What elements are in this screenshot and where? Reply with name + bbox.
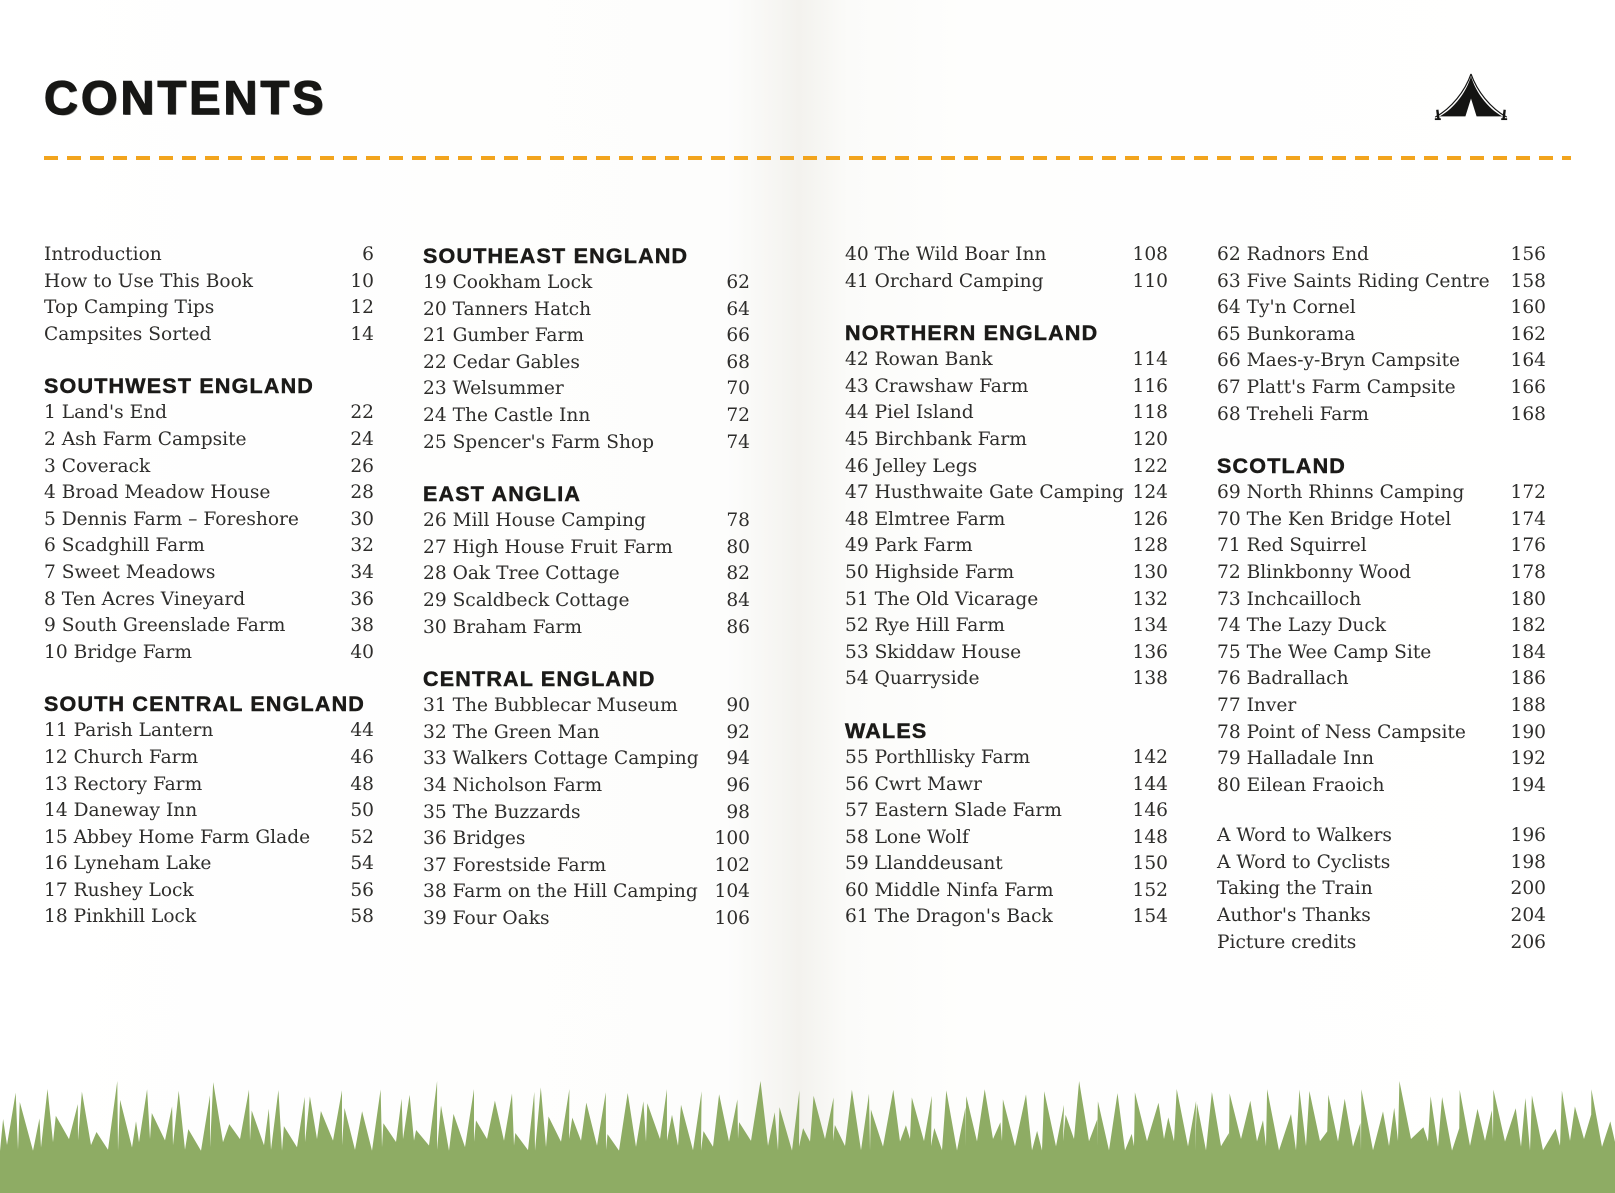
toc-entry	[44, 851, 374, 878]
entry-page: 122	[1132, 455, 1168, 477]
toc-entry	[1217, 560, 1546, 587]
entry-page: 158	[1510, 270, 1546, 292]
entry-label: 20 Tanners Hatch	[423, 298, 592, 320]
toc-section	[1217, 242, 1546, 428]
toc-entry	[423, 376, 750, 403]
toc-entry	[44, 242, 374, 269]
section-heading: CENTRAL ENGLAND	[423, 667, 656, 692]
toc-entry	[845, 374, 1168, 401]
toc-column-2	[423, 242, 750, 932]
toc-entry	[423, 773, 750, 800]
entry-label: Author's Thanks	[1217, 905, 1371, 927]
entry-label: 55 Porthllisky Farm	[845, 746, 1031, 768]
entry-page: 100	[714, 828, 750, 850]
entry-page: 148	[1132, 826, 1168, 848]
entry-label: 8 Ten Acres Vineyard	[44, 588, 246, 610]
entry-page: 180	[1510, 588, 1546, 610]
entry-page: 72	[726, 404, 750, 426]
entry-page: 132	[1132, 588, 1168, 610]
entry-page: 94	[726, 748, 750, 770]
toc-entry	[423, 800, 750, 827]
toc-entry	[44, 718, 374, 745]
toc-entry	[44, 587, 374, 614]
toc-entry	[1217, 587, 1546, 614]
toc-entry	[845, 454, 1168, 481]
entry-page: 166	[1510, 376, 1546, 398]
entry-label: 28 Oak Tree Cottage	[423, 563, 620, 585]
entry-page: 144	[1132, 773, 1168, 795]
entry-label: 65 Bunkorama	[1217, 323, 1356, 345]
entry-page: 174	[1510, 508, 1546, 530]
entry-page: 142	[1132, 746, 1168, 768]
entry-label: 40 The Wild Boar Inn	[845, 244, 1047, 265]
toc-column-1	[44, 242, 374, 931]
entry-label: 21 Gumber Farm	[423, 325, 584, 347]
toc-entry	[845, 613, 1168, 640]
toc-entry	[44, 878, 374, 905]
entry-label: 15 Abbey Home Farm Glade	[44, 826, 311, 848]
entry-page: 204	[1510, 905, 1546, 927]
toc-entry	[845, 480, 1168, 507]
entry-page: 44	[350, 720, 374, 742]
entry-label: 27 High House Fruit Farm	[423, 536, 673, 558]
toc-entry	[1217, 295, 1546, 322]
toc-entry	[423, 350, 750, 377]
section-heading: SOUTH CENTRAL ENGLAND	[44, 692, 366, 717]
entry-label: 33 Walkers Cottage Camping	[423, 748, 699, 770]
entry-label: 24 The Castle Inn	[423, 404, 591, 426]
entry-page: 114	[1132, 349, 1168, 371]
entry-page: 82	[726, 563, 750, 585]
toc-entry	[1217, 903, 1546, 930]
section-heading: WALES	[845, 718, 928, 743]
toc-entry	[423, 720, 750, 747]
entry-page: 50	[350, 800, 374, 822]
entry-label: 25 Spencer's Farm Shop	[423, 431, 655, 453]
toc-entry	[423, 323, 750, 350]
entry-label: 56 Cwrt Mawr	[845, 773, 982, 795]
entry-label: A Word to Cyclists	[1217, 851, 1391, 873]
entry-label: 38 Farm on the Hill Camping	[423, 881, 698, 903]
entry-label: 80 Eilean Fraoich	[1217, 774, 1385, 796]
toc-section-wales	[845, 717, 1168, 931]
entry-label: 37 Forestside Farm	[423, 854, 607, 876]
section-heading: SCOTLAND	[1217, 454, 1347, 479]
section-heading: EAST ANGLIA	[423, 482, 582, 507]
entry-page: 90	[726, 695, 750, 717]
section-heading: SOUTHEAST ENGLAND	[423, 244, 689, 268]
toc-entry	[1217, 480, 1546, 507]
toc-entry	[44, 269, 374, 296]
toc-entry	[845, 798, 1168, 825]
toc-entry	[1217, 720, 1546, 747]
toc-section-northern-england	[845, 319, 1168, 693]
entry-page: 14	[350, 323, 374, 345]
entry-label: 39 Four Oaks	[423, 907, 550, 929]
toc-entry	[845, 772, 1168, 799]
entry-page: 190	[1510, 721, 1546, 743]
entry-label: 29 Scaldbeck Cottage	[423, 589, 630, 611]
toc-entry	[1217, 507, 1546, 534]
toc-column-4	[1217, 242, 1546, 956]
entry-page: 120	[1132, 428, 1168, 450]
toc-entry	[44, 825, 374, 852]
entry-label: 62 Radnors End	[1217, 244, 1369, 265]
toc-entry	[423, 535, 750, 562]
toc-section-south-central-england	[44, 690, 374, 931]
toc-section	[44, 242, 374, 348]
entry-label: 48 Elmtree Farm	[845, 508, 1006, 530]
entry-label: Taking the Train	[1217, 878, 1373, 900]
entry-label: 7 Sweet Meadows	[44, 561, 216, 583]
entry-page: 152	[1132, 879, 1168, 901]
entry-page: 96	[726, 774, 750, 796]
entry-label: 52 Rye Hill Farm	[845, 615, 1005, 637]
toc-entry	[1217, 876, 1546, 903]
entry-page: 98	[726, 801, 750, 823]
page-title: CONTENTS	[44, 71, 327, 124]
toc-entry	[44, 560, 374, 587]
entry-page: 192	[1510, 748, 1546, 770]
entry-page: 160	[1510, 297, 1546, 319]
toc-entry	[1217, 533, 1546, 560]
entry-label: 54 Quarryside	[845, 668, 980, 690]
entry-page: 168	[1510, 403, 1546, 425]
entry-label: 51 The Old Vicarage	[845, 588, 1039, 610]
entry-label: 41 Orchard Camping	[845, 270, 1044, 292]
entry-page: 206	[1510, 931, 1546, 953]
toc-entry	[845, 507, 1168, 534]
entry-page: 80	[726, 536, 750, 558]
entry-label: 78 Point of Ness Campsite	[1217, 721, 1466, 743]
entry-page: 118	[1132, 402, 1168, 424]
entry-page: 186	[1510, 668, 1546, 690]
entry-label: 19 Cookham Lock	[423, 272, 593, 293]
entry-page: 176	[1510, 535, 1546, 557]
toc-entry	[845, 878, 1168, 905]
entry-page: 32	[350, 535, 374, 557]
entry-page: 22	[350, 402, 374, 424]
grass-footer	[0, 1075, 1615, 1193]
entry-label: Campsites Sorted	[44, 323, 212, 345]
entry-label: 16 Lyneham Lake	[44, 853, 212, 875]
entry-page: 178	[1510, 561, 1546, 583]
entry-label: 61 The Dragon's Back	[845, 906, 1053, 928]
entry-label: 67 Platt's Farm Campsite	[1217, 376, 1456, 398]
entry-label: A Word to Walkers	[1217, 825, 1392, 847]
entry-page: 154	[1132, 906, 1168, 928]
entry-page: 28	[350, 482, 374, 504]
entry-label: 57 Eastern Slade Farm	[845, 800, 1062, 822]
entry-label: 60 Middle Ninfa Farm	[845, 879, 1054, 901]
entry-label: 59 Llanddeusant	[845, 853, 1003, 875]
entry-label: 74 The Lazy Duck	[1217, 615, 1387, 637]
entry-page: 146	[1132, 800, 1168, 822]
toc-entry	[44, 480, 374, 507]
entry-label: 12 Church Farm	[44, 746, 199, 768]
entry-page: 48	[350, 773, 374, 795]
entry-label: 69 North Rhinns Camping	[1217, 482, 1465, 504]
entry-page: 102	[714, 854, 750, 876]
entry-label: 64 Ty'n Cornel	[1217, 297, 1356, 319]
toc-entry	[1217, 375, 1546, 402]
entry-page: 12	[350, 297, 374, 319]
toc-section-southwest-england	[44, 372, 374, 666]
entry-page: 58	[350, 906, 374, 928]
toc-entry	[845, 825, 1168, 852]
entry-page: 130	[1132, 561, 1168, 583]
toc-entry	[44, 745, 374, 772]
entry-page: 162	[1510, 323, 1546, 345]
entry-page: 6	[362, 244, 374, 265]
toc-entry	[423, 297, 750, 324]
entry-page: 78	[726, 510, 750, 532]
entry-label: 2 Ash Farm Campsite	[44, 428, 247, 450]
entry-page: 84	[726, 589, 750, 611]
entry-label: 43 Crawshaw Farm	[845, 375, 1029, 397]
entry-label: 36 Bridges	[423, 828, 526, 850]
toc-column-3	[845, 242, 1168, 931]
entry-page: 150	[1132, 853, 1168, 875]
entry-label: 22 Cedar Gables	[423, 351, 580, 373]
toc-entry	[44, 295, 374, 322]
toc-entry	[423, 588, 750, 615]
toc-entry	[1217, 850, 1546, 877]
entry-label: 9 South Greenslade Farm	[44, 615, 286, 637]
entry-page: 36	[350, 588, 374, 610]
toc-entry	[423, 403, 750, 430]
toc-entry	[423, 693, 750, 720]
entry-label: 79 Halladale Inn	[1217, 748, 1374, 770]
toc-entry	[44, 454, 374, 481]
toc-section-central-england	[423, 665, 750, 932]
entry-label: 35 The Buzzards	[423, 801, 581, 823]
entry-page: 46	[350, 746, 374, 768]
entry-label: 53 Skiddaw House	[845, 641, 1022, 663]
toc-entry	[845, 587, 1168, 614]
toc-entry	[1217, 242, 1546, 269]
entry-label: 6 Scadghill Farm	[44, 535, 205, 557]
entry-page: 34	[350, 561, 374, 583]
entry-page: 86	[726, 616, 750, 638]
toc-entry	[44, 904, 374, 931]
entry-label: 73 Inchcailloch	[1217, 588, 1362, 610]
tent-icon	[1430, 64, 1512, 136]
entry-page: 70	[726, 378, 750, 400]
toc-entry	[845, 269, 1168, 296]
toc-entry	[1217, 823, 1546, 850]
entry-label: 42 Rowan Bank	[845, 349, 993, 371]
entry-label: 75 The Wee Camp Site	[1217, 641, 1432, 663]
entry-page: 62	[726, 272, 750, 293]
entry-label: Picture credits	[1217, 931, 1357, 953]
entry-page: 10	[350, 270, 374, 292]
toc-entry	[845, 242, 1168, 269]
toc-entry	[1217, 348, 1546, 375]
entry-page: 52	[350, 826, 374, 848]
entry-label: 30 Braham Farm	[423, 616, 583, 638]
entry-page: 56	[350, 879, 374, 901]
toc-entry	[845, 851, 1168, 878]
toc-entry	[1217, 693, 1546, 720]
toc-entry	[44, 772, 374, 799]
toc-section-scotland	[1217, 452, 1546, 799]
entry-page: 196	[1510, 825, 1546, 847]
toc-entry	[423, 615, 750, 642]
entry-page: 116	[1132, 375, 1168, 397]
entry-page: 30	[350, 508, 374, 530]
entry-page: 54	[350, 853, 374, 875]
toc-entry	[44, 640, 374, 667]
entry-label: 47 Husthwaite Gate Camping	[845, 482, 1125, 504]
entry-label: 18 Pinkhill Lock	[44, 906, 197, 928]
toc-entry	[423, 270, 750, 297]
entry-page: 182	[1510, 615, 1546, 637]
toc-entry	[845, 560, 1168, 587]
toc-entry	[423, 430, 750, 457]
entry-page: 198	[1510, 851, 1546, 873]
toc-entry	[1217, 746, 1546, 773]
toc-entry	[423, 746, 750, 773]
toc-entry	[44, 533, 374, 560]
toc-entry	[845, 745, 1168, 772]
entry-page: 106	[714, 907, 750, 929]
toc-entry	[845, 427, 1168, 454]
toc-entry	[845, 347, 1168, 374]
entry-label: Top Camping Tips	[44, 297, 215, 319]
entry-label: 71 Red Squirrel	[1217, 535, 1367, 557]
entry-page: 24	[350, 428, 374, 450]
toc-entry	[1217, 402, 1546, 429]
entry-label: 50 Highside Farm	[845, 561, 1015, 583]
entry-label: 44 Piel Island	[845, 402, 974, 424]
entry-page: 26	[350, 455, 374, 477]
entry-page: 124	[1132, 482, 1168, 504]
toc-entry	[845, 400, 1168, 427]
toc-section	[1217, 823, 1546, 956]
entry-page: 138	[1132, 668, 1168, 690]
entry-label: 34 Nicholson Farm	[423, 774, 603, 796]
entry-label: 70 The Ken Bridge Hotel	[1217, 508, 1452, 530]
toc-entry	[845, 666, 1168, 693]
dashed-divider	[44, 156, 1571, 160]
entry-label: 32 The Green Man	[423, 721, 600, 743]
section-heading: NORTHERN ENGLAND	[845, 321, 1099, 346]
toc-entry	[1217, 269, 1546, 296]
toc-entry	[44, 798, 374, 825]
entry-label: 68 Treheli Farm	[1217, 403, 1369, 425]
toc-entry	[423, 906, 750, 933]
entry-page: 110	[1132, 270, 1168, 292]
entry-page: 92	[726, 721, 750, 743]
entry-label: 1 Land's End	[44, 402, 168, 424]
entry-page: 134	[1132, 615, 1168, 637]
entry-page: 188	[1510, 694, 1546, 716]
entry-label: 4 Broad Meadow House	[44, 482, 271, 504]
toc-entry	[1217, 773, 1546, 800]
entry-label: 77 Inver	[1217, 694, 1297, 716]
toc-entry	[44, 400, 374, 427]
entry-label: 72 Blinkbonny Wood	[1217, 561, 1411, 583]
entry-page: 38	[350, 615, 374, 637]
toc-entry	[845, 904, 1168, 931]
entry-label: 49 Park Farm	[845, 535, 973, 557]
toc-entry	[44, 507, 374, 534]
toc-entry	[44, 613, 374, 640]
entry-label: 23 Welsummer	[423, 378, 564, 400]
entry-label: 45 Birchbank Farm	[845, 428, 1027, 450]
toc-entry	[423, 879, 750, 906]
entry-page: 136	[1132, 641, 1168, 663]
entry-page: 104	[714, 881, 750, 903]
toc-entry	[423, 853, 750, 880]
entry-page: 200	[1510, 878, 1546, 900]
entry-label: 11 Parish Lantern	[44, 720, 214, 742]
entry-page: 164	[1510, 350, 1546, 372]
entry-label: 3 Coverack	[44, 455, 151, 477]
toc-entry	[423, 508, 750, 535]
entry-page: 128	[1132, 535, 1168, 557]
entry-label: 5 Dennis Farm – Foreshore	[44, 508, 299, 530]
toc-section-southeast-england	[423, 242, 750, 456]
entry-label: How to Use This Book	[44, 270, 254, 292]
entry-page: 194	[1510, 774, 1546, 796]
entry-page: 108	[1132, 244, 1168, 265]
toc-entry	[1217, 640, 1546, 667]
entry-label: 14 Daneway Inn	[44, 800, 198, 822]
toc-entry	[1217, 613, 1546, 640]
entry-page: 66	[726, 325, 750, 347]
entry-label: 46 Jelley Legs	[845, 455, 978, 477]
toc-entry	[44, 322, 374, 349]
section-heading: SOUTHWEST ENGLAND	[44, 374, 315, 399]
entry-label: 31 The Bubblecar Museum	[423, 695, 678, 717]
entry-label: 10 Bridge Farm	[44, 641, 193, 663]
entry-page: 126	[1132, 508, 1168, 530]
entry-label: 13 Rectory Farm	[44, 773, 203, 795]
entry-label: 26 Mill House Camping	[423, 510, 646, 532]
entry-label: Introduction	[44, 244, 162, 265]
entry-label: 17 Rushey Lock	[44, 879, 194, 901]
toc-entry	[423, 561, 750, 588]
entry-page: 184	[1510, 641, 1546, 663]
entry-page: 40	[350, 641, 374, 663]
entry-page: 64	[726, 298, 750, 320]
toc-entry	[845, 640, 1168, 667]
entry-page: 74	[726, 431, 750, 453]
toc-section-east-anglia	[423, 480, 750, 641]
toc-entry	[845, 533, 1168, 560]
entry-label: 58 Lone Wolf	[845, 826, 969, 848]
entry-label: 66 Maes-y-Bryn Campsite	[1217, 350, 1461, 372]
toc-entry	[1217, 666, 1546, 693]
entry-label: 76 Badrallach	[1217, 668, 1349, 690]
toc-entry	[1217, 930, 1546, 957]
entry-page: 156	[1510, 244, 1546, 265]
entry-label: 63 Five Saints Riding Centre	[1217, 270, 1490, 292]
entry-page: 172	[1510, 482, 1546, 504]
toc-section	[845, 242, 1168, 295]
toc-entry	[1217, 322, 1546, 349]
toc-entry	[44, 427, 374, 454]
toc-entry	[423, 826, 750, 853]
entry-page: 68	[726, 351, 750, 373]
